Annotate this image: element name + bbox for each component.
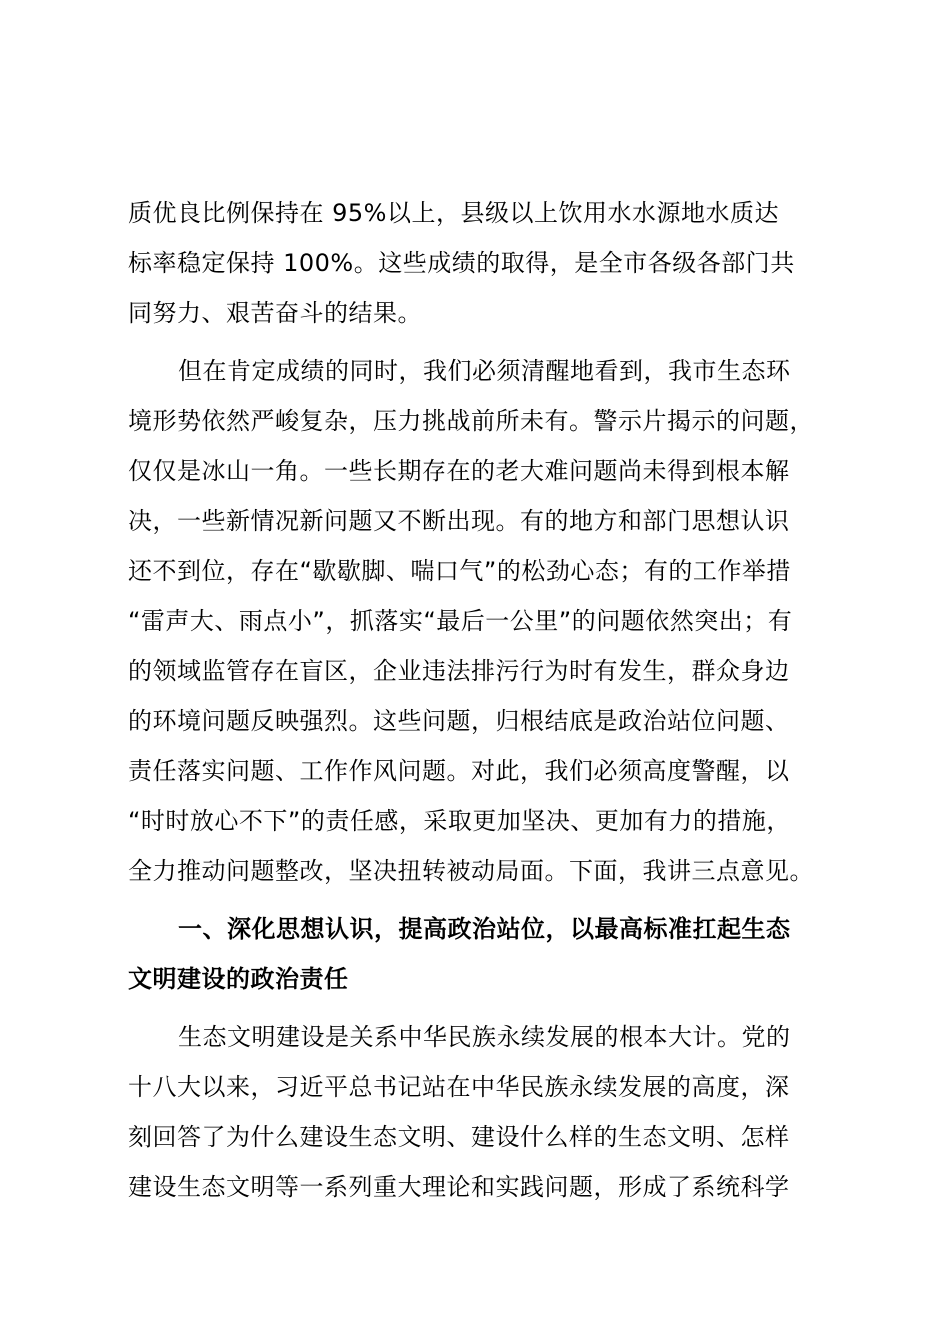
text-line: 境形势依然严峻复杂，压力挑战前所未有。警示片揭示的问题， — [128, 407, 814, 435]
text-line: 责任落实问题、工作作风问题。对此，我们必须高度警醒，以 — [128, 757, 790, 785]
text-line: 但在肯定成绩的同时，我们必须清醒地看到，我市生态环 — [178, 357, 791, 385]
text-line: 质优良比例保持在 95%以上，县级以上饮用水水源地水质达 — [128, 199, 779, 227]
text-line: 的领域监管存在盲区，企业违法排污行为时有发生，群众身边 — [128, 657, 790, 685]
text-line: 的环境问题反映强烈。这些问题，归根结底是政治站位问题、 — [128, 707, 790, 735]
text-line: 还不到位，存在“歇歇脚、喘口气”的松劲心态；有的工作举措 — [128, 557, 791, 585]
text-line: 同努力、艰苦奋斗的结果。 — [128, 299, 422, 327]
text-line: 建设生态文明等一系列重大理论和实践问题，形成了系统科学 — [128, 1173, 790, 1201]
text-line: 生态文明建设是关系中华民族永续发展的根本大计。党的 — [178, 1023, 791, 1051]
text-line: 决，一些新情况新问题又不断出现。有的地方和部门思想认识 — [128, 507, 790, 535]
section-heading-line: 文明建设的政治责任 — [128, 965, 349, 993]
text-line: 十八大以来，习近平总书记站在中华民族永续发展的高度，深 — [128, 1073, 790, 1101]
text-line: “时时放心不下”的责任感，采取更加坚决、更加有力的措施， — [128, 807, 791, 835]
text-line: 刻回答了为什么建设生态文明、建设什么样的生态文明、怎样 — [128, 1123, 790, 1151]
text-line: “雷声大、雨点小”，抓落实“最后一公里”的问题依然突出；有 — [128, 607, 793, 635]
section-heading-line: 一、深化思想认识，提高政治站位，以最高标准扛起生态 — [178, 915, 791, 943]
text-line: 标率稳定保持 100%。这些成绩的取得，是全市各级各部门共 — [128, 249, 795, 277]
text-line: 全力推动问题整改，坚决扭转被动局面。下面，我讲三点意见。 — [128, 857, 814, 885]
text-line: 仅仅是冰山一角。一些长期存在的老大难问题尚未得到根本解 — [128, 457, 790, 485]
